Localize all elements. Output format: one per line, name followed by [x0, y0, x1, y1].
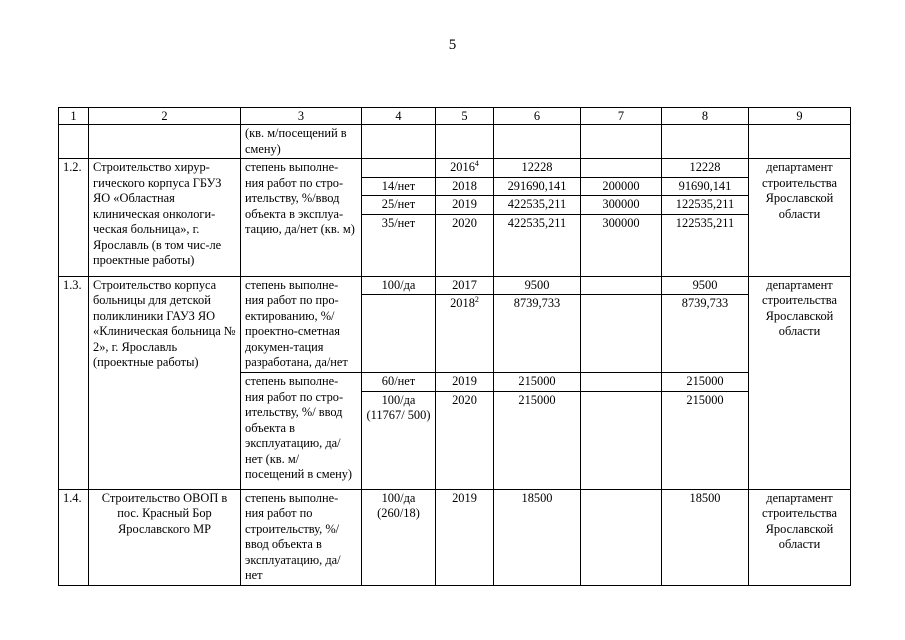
- header-cell: 6: [494, 108, 581, 125]
- responsible-department: департамент строительства Ярославской области: [749, 489, 851, 585]
- indicator: степень выполне-ния работ по стро-ительству, %/ввод объекта в эксплуа-тацию, да/нет (кв. м): [241, 159, 362, 277]
- header-cell: 8: [662, 108, 749, 125]
- header-cell: 5: [436, 108, 494, 125]
- header-cell: 2: [89, 108, 241, 125]
- indicator-value: 100/да: [362, 276, 436, 295]
- table-row: [59, 159, 851, 178]
- amount-total: 9500: [494, 276, 581, 295]
- amount-regional: 91690,141: [662, 177, 749, 196]
- amount-total: 12228: [494, 159, 581, 178]
- amount-federal: 300000: [581, 214, 662, 276]
- amount-regional: 8739,733: [662, 295, 749, 373]
- year: 2016$^4$: [436, 159, 494, 178]
- amount-federal: [581, 159, 662, 178]
- year: 2020: [436, 391, 494, 489]
- amount-federal: [581, 391, 662, 489]
- amount-federal: [581, 373, 662, 392]
- amount-regional: 215000: [662, 391, 749, 489]
- row-number: 1.3.: [59, 276, 89, 489]
- amount-total: 215000: [494, 373, 581, 392]
- table-row: [59, 276, 851, 295]
- row-number: 1.2.: [59, 159, 89, 277]
- header-cell: 4: [362, 108, 436, 125]
- amount-regional: 18500: [662, 489, 749, 585]
- amount-regional: 122535,211: [662, 214, 749, 276]
- amount-total: 422535,211: [494, 214, 581, 276]
- amount-regional: 122535,211: [662, 196, 749, 215]
- amount-total: 18500: [494, 489, 581, 585]
- year: 2019: [436, 373, 494, 392]
- indicator-value: [362, 295, 436, 373]
- budget-table: [58, 107, 851, 586]
- amount-total: 422535,211: [494, 196, 581, 215]
- page-number: 5: [448, 37, 457, 53]
- header-cell: 3: [241, 108, 362, 125]
- amount-federal: 200000: [581, 177, 662, 196]
- header-cell: 9: [749, 108, 851, 125]
- row-number: 1.4.: [59, 489, 89, 585]
- year: 2019: [436, 196, 494, 215]
- header-cell: 7: [581, 108, 662, 125]
- amount-regional: 12228: [662, 159, 749, 178]
- header-row: [59, 108, 851, 125]
- indicator-value: 100/да (260/18): [362, 489, 436, 585]
- amount-federal: 300000: [581, 196, 662, 215]
- responsible-department: департамент строительства Ярославской области: [749, 276, 851, 489]
- amount-total: 215000: [494, 391, 581, 489]
- year: 2019: [436, 489, 494, 585]
- object-name: Строительство корпуса больницы для детской поликлиники ГАУЗ ЯО «Клиническая больница № 2», г. Ярославль (проектные работы): [89, 276, 241, 489]
- amount-regional: 9500: [662, 276, 749, 295]
- year: 2020: [436, 214, 494, 276]
- continuation-row: [59, 125, 851, 159]
- indicator-value: 14/нет: [362, 177, 436, 196]
- indicator-value: [362, 159, 436, 178]
- indicator: степень выполне-ния работ по про-ектированию, %/проектно-сметная докумен-тация разработана, да/нет: [241, 276, 362, 373]
- object-name: Строительство ОВОП в пос. Красный Бор Ярославского МР: [89, 489, 241, 585]
- object-name: Строительство хирур-гического корпуса ГБУЗ ЯО «Областная клиническая онкологи-ческая больница», г. Ярославль (в том чис-ле проектные работы): [89, 159, 241, 277]
- responsible-department: департамент строительства Ярославской области: [749, 159, 851, 277]
- header-cell: 1: [59, 108, 89, 125]
- amount-federal: [581, 276, 662, 295]
- amount-regional: 215000: [662, 373, 749, 392]
- indicator-value: 25/нет: [362, 196, 436, 215]
- continuation-indicator: (кв. м/посещений в смену): [241, 125, 362, 159]
- amount-total: 291690,141: [494, 177, 581, 196]
- amount-total: 8739,733: [494, 295, 581, 373]
- indicator-value: 60/нет: [362, 373, 436, 392]
- amount-federal: [581, 489, 662, 585]
- indicator-value: 100/да (11767/ 500): [362, 391, 436, 489]
- year: 2017: [436, 276, 494, 295]
- year: 2018$^2$: [436, 295, 494, 373]
- amount-federal: [581, 295, 662, 373]
- indicator: степень выполне-ния работ по стро-ительству, %/ ввод объекта в эксплуатацию, да/нет (кв. м/посещений в смену): [241, 373, 362, 490]
- indicator: степень выполне-ния работ по строительству, %/ввод объекта в эксплуатацию, да/нет: [241, 489, 362, 585]
- indicator-value: 35/нет: [362, 214, 436, 276]
- table-row: [59, 489, 851, 585]
- year: 2018: [436, 177, 494, 196]
